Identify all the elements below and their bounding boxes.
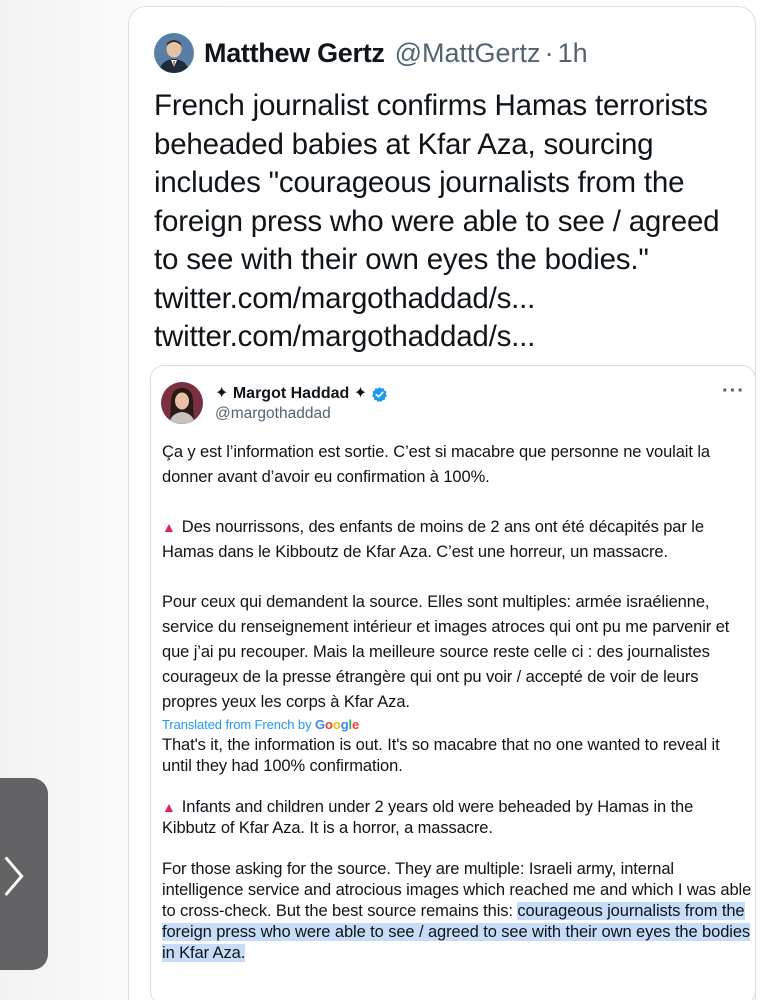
tweet-text bbox=[154, 87, 749, 357]
quoted-tweet-body bbox=[162, 440, 752, 964]
separator-dot: · bbox=[544, 37, 554, 68]
french-paragraph: Pour ceux qui demandent la source. Elles sont multiples: armée israélienne, service du renseignement intérieur et images atroces qui ont pu me parvenir et que j’ai pu recouper. Mais la meilleure source reste celle ci : des journalistes courageux de la presse étrangère qui ont pu voir / accepté de voir de leurs propres yeux les corps à Kfar Aza. bbox=[162, 593, 730, 711]
author-name[interactable]: Matthew Gertz bbox=[204, 37, 385, 68]
timestamp[interactable]: 1h bbox=[557, 37, 588, 68]
warning-triangle-icon: ▲ bbox=[162, 519, 176, 535]
google-letter: l bbox=[348, 717, 353, 732]
highlighted-text: courageous journalists from the foreign press who were able to see / agreed to see with their own eyes the bodies in Kfar Aza. bbox=[162, 902, 751, 962]
side-panel-toggle[interactable] bbox=[0, 778, 48, 970]
google-letter: o bbox=[332, 717, 341, 732]
quoted-author-handle[interactable]: @margothaddad bbox=[215, 405, 331, 422]
avatar[interactable] bbox=[161, 382, 203, 424]
tweet-header bbox=[154, 33, 588, 73]
quoted-author bbox=[215, 384, 388, 424]
english-paragraph: That's it, the information is out. It's so macabre that no one wanted to reveal it until they had 100% confirmation. bbox=[162, 736, 720, 775]
google-letter: g bbox=[340, 717, 349, 732]
avatar[interactable] bbox=[154, 33, 194, 73]
english-translation bbox=[162, 735, 752, 964]
author-avatar-icon bbox=[154, 33, 194, 73]
quoted-author-avatar-icon bbox=[161, 382, 203, 424]
more-options-icon[interactable]: ··· bbox=[722, 380, 745, 402]
english-paragraph: ▲ Infants and children under 2 years old were beheaded by Hamas in the Kibbutz of Kfar Aza. It is a horror, a massacre. bbox=[162, 798, 694, 837]
translation-attribution[interactable]: Translated from French by Google bbox=[162, 717, 360, 732]
tweet-link[interactable]: twitter.com/margothaddad/s... bbox=[154, 320, 536, 353]
english-paragraph: For those asking for the source. They are multiple: Israeli army, internal intelligence service and atrocious images which reached me and which I was able to cross-check. But the best source remains this: courageous journalists from the foreign press who were able to see / agreed to see with their own eyes the bodies in Kfar Aza. bbox=[162, 860, 752, 962]
quoted-tweet-card[interactable] bbox=[150, 365, 756, 1000]
google-logo bbox=[315, 717, 359, 732]
tweet-text-main: French journalist confirms Hamas terrorists beheaded babies at Kfar Aza, sourcing includes "courageous journalists from the foreign press who were able to see / agreed to see with their own eyes the bodies." twitter.com/margothaddad/s... bbox=[154, 89, 720, 315]
verified-badge-icon bbox=[371, 386, 388, 403]
google-letter: G bbox=[314, 717, 325, 732]
google-letter: o bbox=[325, 717, 333, 732]
quoted-author-name[interactable]: ✦ Margot Haddad ✦ bbox=[215, 385, 368, 402]
author-handle[interactable]: @MattGertz bbox=[394, 37, 541, 68]
google-letter: e bbox=[352, 717, 360, 732]
chevron-right-icon: 〉 bbox=[4, 854, 44, 901]
warning-triangle-icon: ▲ bbox=[162, 799, 176, 815]
french-paragraph: ▲ Des nourrissons, des enfants de moins de 2 ans ont été décapités par le Hamas dans le Kibboutz de Kfar Aza. C’est une horreur, un massacre. bbox=[162, 518, 704, 561]
french-paragraph: Ça y est l’information est sortie. C’est si macabre que personne ne voulait la donner avant d’avoir eu confirmation à 100%. bbox=[162, 443, 710, 486]
